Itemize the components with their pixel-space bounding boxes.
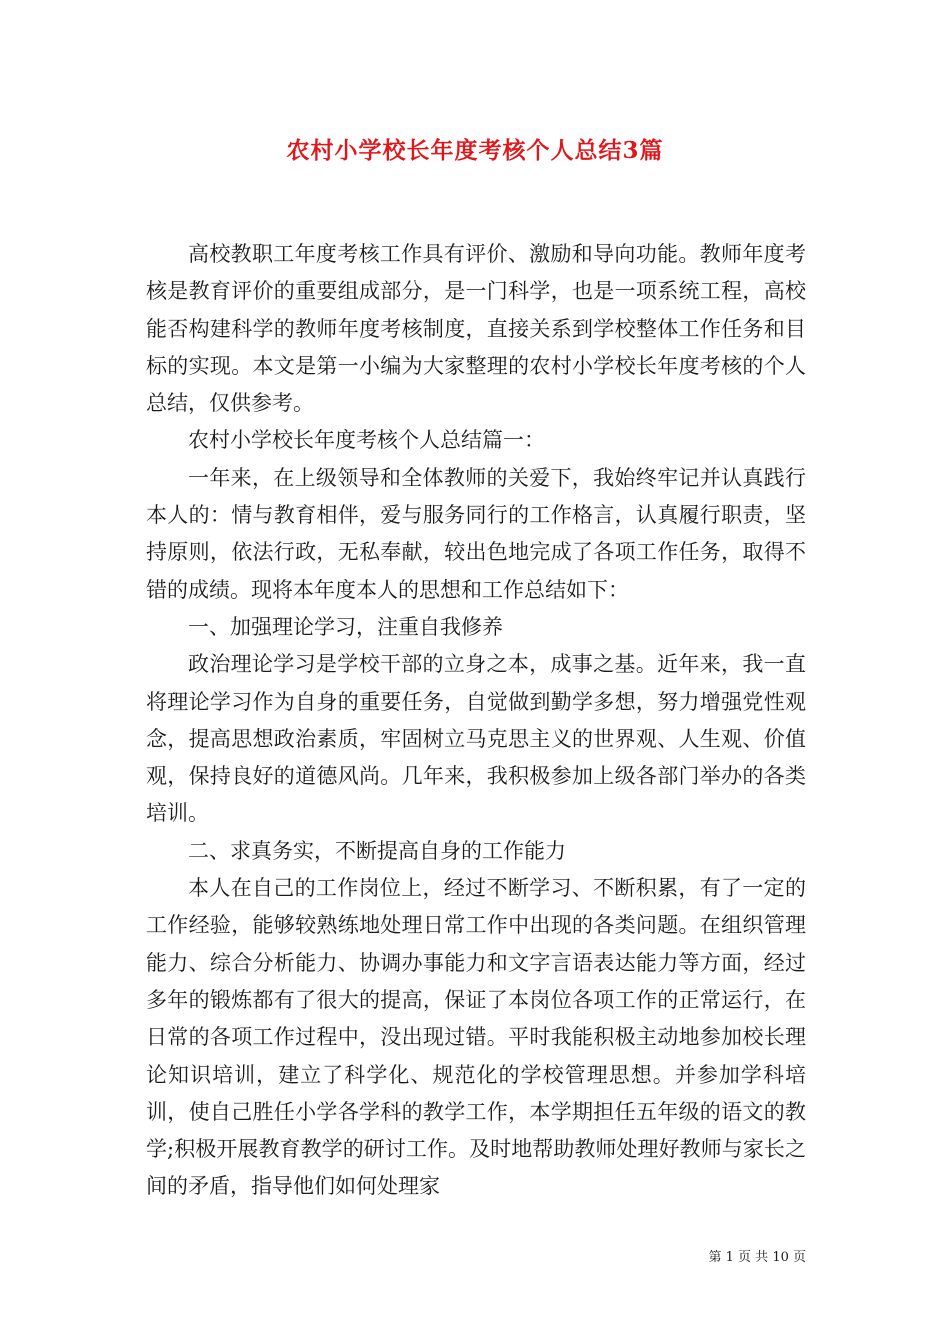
paragraph-opening: 一年来，在上级领导和全体教师的关爱下，我始终牢记并认真践行本人的：情与教育相伴，爱与服务同行的工作格言，认真履行职责，坚持原则，依法行政，无私奉献，较出色地完成了各项工作任务，取得不错的成绩。现将本年度本人的思想和工作总结如下： <box>146 465 806 602</box>
paragraph-section-heading: 农村小学校长年度考核个人总结篇一： <box>188 428 545 453</box>
paragraph-intro: 高校教职工年度考核工作具有评价、激励和导向功能。教师年度考核是教育评价的重要组成部分，是一门科学，也是一项系统工程，高校能否构建科学的教师年度考核制度，直接关系到学校整体工作任务和目标的实现。本文是第一小编为大家整理的农村小学校长年度考核的个人总结，仅供参考。 <box>146 242 806 416</box>
paragraph-heading-one: 一、加强理论学习，注重自我修养 <box>188 614 503 639</box>
paragraph-work-ability: 本人在自己的工作岗位上，经过不断学习、不断积累，有了一定的工作经验，能够较熟练地处理日常工作中出现的各类问题。在组织管理能力、综合分析能力、协调办事能力和文字言语表达能力等方面，经过多年的锻炼都有了很大的提高，保证了本岗位各项工作的正常运行，在日常的各项工作过程中，没出现过错。平时我能积极主动地参加校长理论知识培训，建立了科学化、规范化的学校管理思想。并参加学科培训，使自己胜任小学各学科的教学工作，本学期担任五年级的语文的教学;积极开展教育教学的研讨工作。及时地帮助教师处理好教师与家长之间的矛盾，指导他们如何处理家 <box>146 876 806 1199</box>
paragraph-theory-study: 政治理论学习是学校干部的立身之本，成事之基。近年来，我一直将理论学习作为自身的重要任务，自觉做到勤学多想，努力增强党性观念，提高思想政治素质，牢固树立马克思主义的世界观、人生观、价值观，保持良好的道德风尚。几年来，我积极参加上级各部门举办的各类培训。 <box>146 652 806 826</box>
document-body <box>146 236 806 1206</box>
document-title: 农村小学校长年度考核个人总结3篇 <box>286 137 664 164</box>
paragraph-heading-two: 二、求真务实，不断提高自身的工作能力 <box>188 838 566 863</box>
page-number-footer: 第 1 页 共 10 页 <box>708 1250 806 1265</box>
